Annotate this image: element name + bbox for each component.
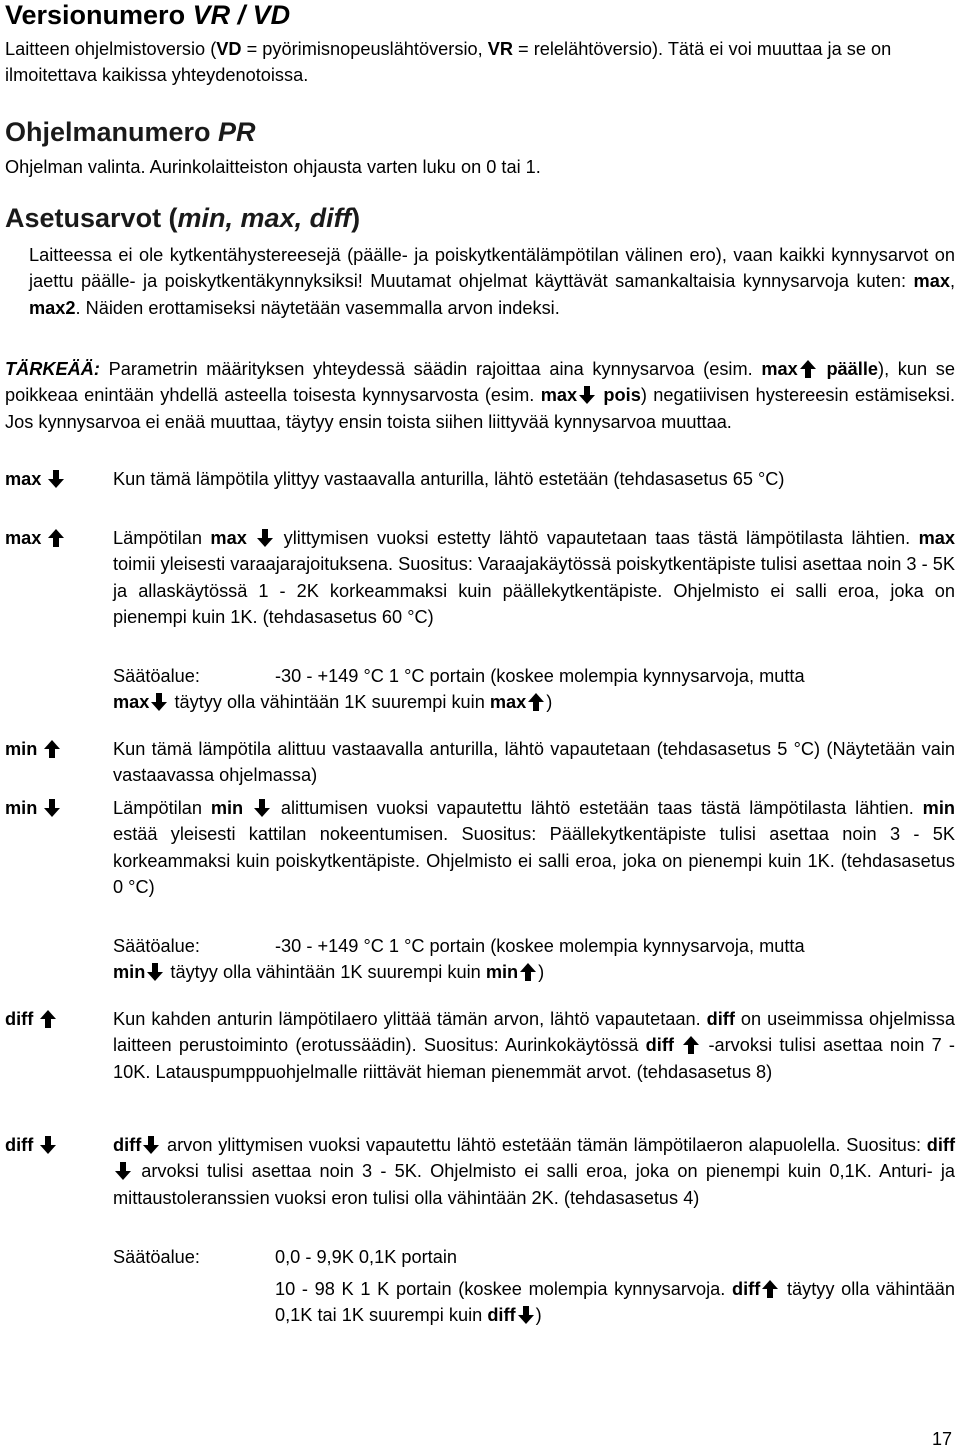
param-min-down-term [5, 795, 62, 821]
text: Parametrin määrityksen yhteydessä säädin rajoittaa aina kynnysarvoa (esim. [99, 359, 762, 379]
text: -arvoksi tulisi asettaa noin 7 - 10K. Latauspumppuohjelmalle riittävät hieman pienemmät arvot. (tehdasasetus 8) [113, 1035, 955, 1082]
param-min-down-desc [113, 795, 955, 900]
heading-settings [5, 203, 360, 233]
range-value: -30 - +149 °C 1 °C portain (koskee molempia kynnysarvoja, mutta [275, 666, 805, 686]
text: ) [546, 692, 553, 712]
code-on: päälle [817, 359, 879, 379]
code-max: max [540, 385, 578, 406]
text: estää yleisesti kattilan nokeentumisen. Suositus: Päällekytkentäpiste tulisi asettaa noin 3 - 5K korkeammaksi kuin poiskytkentäpiste. Ohjelmisto ei salli eroa, joka on pienempi kuin 1K. (tehdasasetus 0 °C) [113, 824, 955, 897]
important-note [5, 356, 955, 435]
heading-code: VR / VD [192, 0, 291, 30]
param-max-down-desc: Kun tämä lämpötila ylittyy vastaavalla anturilla, lähtö estetään (tehdasasetus 65 °C) [113, 469, 785, 489]
arrow-down-icon [115, 1162, 131, 1180]
param-min-up-desc: Kun tämä lämpötila alittuu vastaavalla anturilla, lähtö vapautetaan (tehdasasetus 5 °C) (Näytetään vain vastaavassa ohjelmassa) [113, 739, 955, 786]
term-label: max [5, 528, 42, 548]
param-diff-up-desc [113, 1006, 955, 1085]
heading-text: Asetusarvot ( [5, 203, 178, 233]
arrow-down-icon [44, 799, 60, 817]
code-diff: diff [113, 1135, 142, 1155]
arrow-down-icon [254, 799, 270, 817]
arrow-down-icon [579, 386, 595, 404]
text: ) negatiivisen hystereesin estämiseksi. Jos kynnysarvoa ei enää muuttaa, täytyy ensin toista siihen liittyvää kynnysarvoa muuttaa. [5, 385, 956, 432]
code-diff: diff [731, 1279, 761, 1299]
arrow-down-icon [151, 693, 167, 711]
code-min: min [113, 962, 146, 982]
code-max: max [210, 528, 247, 548]
text: Lämpötilan [113, 798, 211, 818]
code-diff: diff [487, 1305, 516, 1326]
code-max: max [918, 528, 955, 548]
arrow-down-icon [48, 470, 64, 488]
program-paragraph: Ohjelman valinta. Aurinkolaitteiston ohjausta varten luku on 0 tai 1. [5, 157, 541, 177]
arrow-up-icon [48, 529, 64, 547]
code-min: min [210, 798, 244, 818]
code-off: pois [597, 385, 641, 406]
term-label: min [5, 798, 38, 818]
term-label: diff [5, 1135, 34, 1155]
heading-text: Ohjelmanumero [5, 117, 219, 147]
arrow-down-icon [147, 963, 163, 981]
text: arvon ylittymisen vuoksi vapautettu lähtö estetään tämän lämpötilaeron alapuolella. Suositus: [161, 1135, 927, 1155]
code-diff: diff [926, 1135, 955, 1155]
arrow-down-icon [518, 1306, 534, 1324]
code-min: min [485, 962, 519, 982]
code-max: max [913, 271, 950, 292]
text: . Näiden erottamiseksi näytetään vasemmalla arvon indeksi. [75, 297, 560, 318]
text: täytyy olla vähintään 0,1K tai 1K suurempi kuin [275, 1279, 955, 1326]
text: Lämpötilan [113, 528, 211, 548]
text: = pyörimisnopeuslähtöversio, [241, 39, 488, 59]
arrow-up-icon [528, 693, 544, 711]
heading-code: PR [218, 117, 256, 147]
arrow-down-icon [143, 1136, 159, 1154]
range-label: Säätöalue: [113, 666, 200, 686]
important-label: TÄRKEÄÄ: [5, 359, 100, 379]
text: täytyy olla vähintään 1K suurempi kuin [169, 692, 490, 712]
arrow-up-icon [520, 963, 536, 981]
range-label: Säätöalue: [113, 1247, 200, 1267]
param-max-up-desc [113, 525, 955, 630]
param-diff-up-term [5, 1006, 58, 1032]
arrow-up-icon [800, 360, 816, 378]
param-max-up-term [5, 525, 66, 551]
arrow-up-icon [44, 740, 60, 758]
text: ylittymisen vuoksi estetty lähtö vapautetaan taas tästä lämpötilasta lähtien. [275, 528, 919, 548]
code-vd: VD [216, 39, 242, 59]
text: arvoksi tulisi asettaa noin 3 - 5K. Ohjelmisto ei salli eroa, joka on pienempi kuin 0,1K. Anturi- ja mittaustoleranssien vuoksi eron tulisi olla vähintään 2K. (tehdasasetus 4) [113, 1161, 955, 1208]
text: 10 - 98 K 1 K portain (koskee molempia kynnysarvoja. [275, 1279, 732, 1299]
code-diff: diff [645, 1035, 674, 1056]
text: on useimmissa ohjelmissa laitteen perustoiminto (erotussäädin). Suositus: Aurinkokäytössä [113, 1009, 955, 1056]
page-number: 17 [931, 1429, 952, 1449]
arrow-up-icon [683, 1036, 699, 1054]
param-min-up-term [5, 736, 62, 762]
text: = relelähtöversio). Tätä ei voi muuttaa ja se on ilmoitettava kaikissa yhteydenotoissa. [5, 39, 892, 86]
text: ), kun se poikkeaa enintään yhdellä asteella toisesta kynnysarvosta (esim. [5, 359, 956, 406]
text: alittumisen vuoksi vapautettu lähtö estetään taas tästä lämpötilasta lähtien. [272, 798, 923, 818]
term-label: max [5, 469, 42, 489]
arrow-up-icon [762, 1280, 778, 1298]
range-value: -30 - +149 °C 1 °C portain (koskee molempia kynnysarvoja, mutta [275, 936, 805, 956]
code-diff: diff [706, 1009, 735, 1029]
range-value-2 [275, 1276, 955, 1329]
text: toimii yleisesti varaajarajoituksena. Suositus: Varaajakäytössä poiskytkentäpiste tulisi asettaa noin 3 - 5K ja allaskäytössä 1 - 2K korkeammaksi kuin päällekytkentäpiste. Ohjelmisto ei salli eroa, joka on pienempi kuin 1K. (tehdasasetus 60 °C) [113, 554, 955, 627]
settings-intro [29, 242, 955, 321]
heading-text: Versionumero [5, 0, 193, 30]
code-max: max [113, 692, 150, 712]
text: , [949, 271, 955, 292]
version-paragraph [5, 36, 955, 89]
param-max-down-term [5, 466, 66, 492]
code-max: max [489, 692, 527, 712]
range-note [113, 959, 955, 985]
text: ) [535, 1305, 542, 1326]
code-min: min [922, 798, 955, 818]
arrow-down-icon [40, 1136, 56, 1154]
code-max2: max2 [29, 297, 76, 318]
heading-text: ) [351, 203, 361, 233]
code-vr: VR [487, 39, 513, 59]
range-value: 0,0 - 9,9K 0,1K portain [275, 1247, 457, 1267]
param-diff-down-term [5, 1132, 58, 1158]
range-note [113, 689, 955, 715]
heading-code: min, max, diff [177, 203, 352, 233]
term-label: min [5, 739, 38, 759]
text: ) [538, 962, 545, 982]
code-max: max [761, 359, 798, 379]
text: Laitteen ohjelmistoversio ( [5, 39, 217, 59]
text: Kun kahden anturin lämpötilaero ylittää tämän arvon, lähtö vapautetaan. [113, 1009, 707, 1029]
text: Laitteessa ei ole kytkentähystereesejä (päälle- ja poiskytkentälämpötilan välinen ero), vaan kaikki kynnysarvot on jaettu päälle- ja poiskytkentäkynnyksiksi! Muutamat ohjelmat käyttävät samankaltaisia kynnysarvoja kuten: [29, 245, 955, 292]
heading-program [5, 117, 256, 147]
arrow-up-icon [40, 1010, 56, 1028]
heading-version [5, 0, 290, 30]
text: täytyy olla vähintään 1K suurempi kuin [165, 962, 486, 982]
range-label: Säätöalue: [113, 936, 200, 956]
param-diff-down-desc [113, 1132, 955, 1211]
arrow-down-icon [257, 529, 273, 547]
term-label: diff [5, 1009, 34, 1029]
